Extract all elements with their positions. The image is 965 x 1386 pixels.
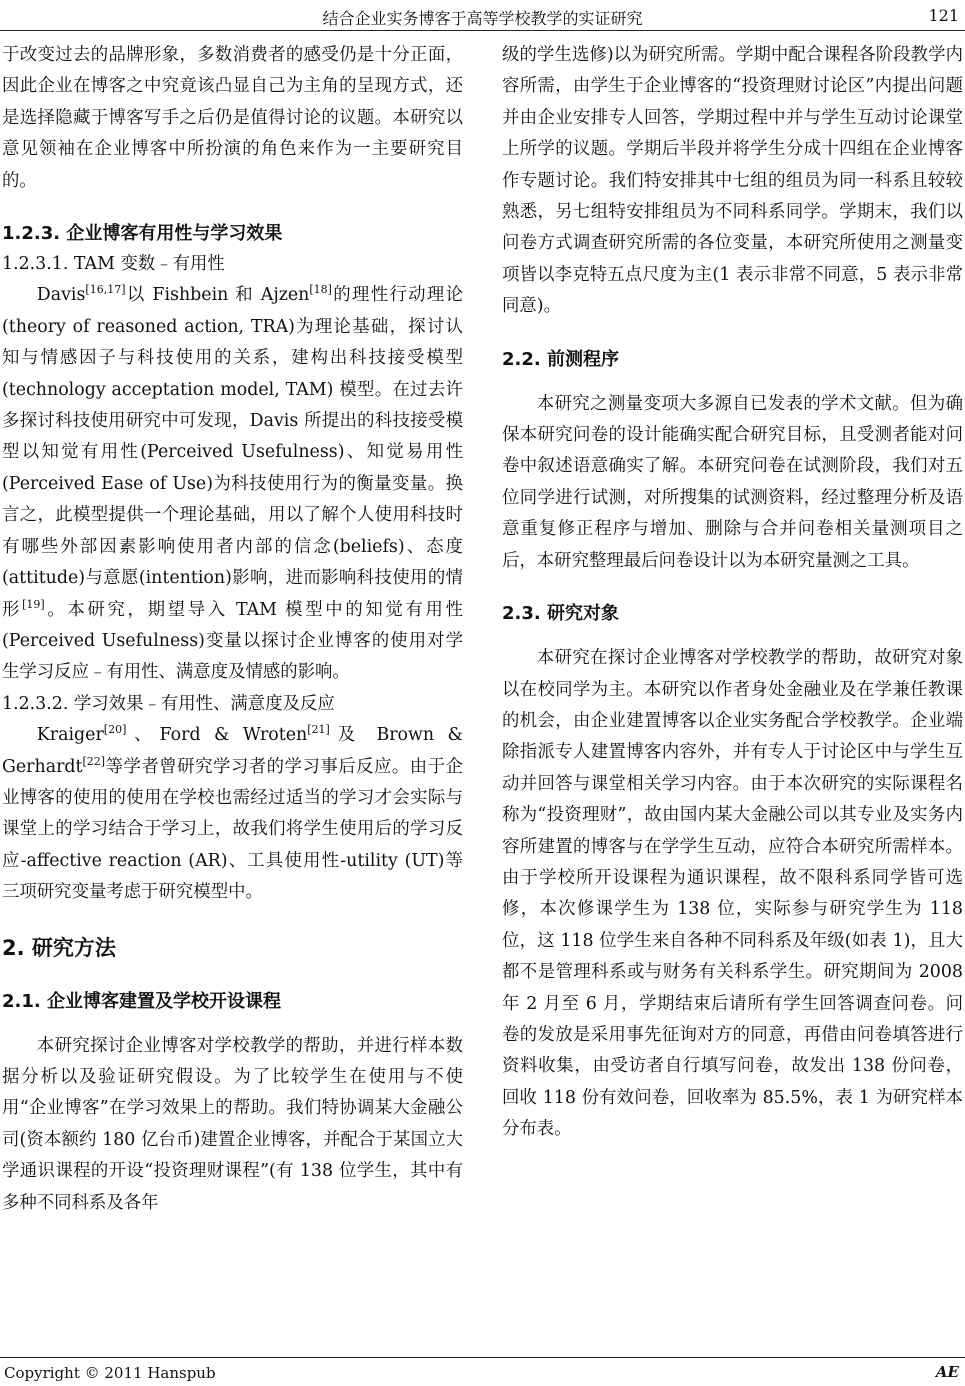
right-paragraph-2-3: 本研究在探讨企业博客对学校教学的帮助，故研究对象以在校同学为主。本研究以作者身处金融业及在学兼任教课的机会，由企业建置博客以企业实务配合学校教学。企业端除指派专人建置博客内容外，并有专人于讨论区中与学生互动并回答与课堂相关学习内容。由于本次研究的实际课程名称为“投资理财”，故由国内某大金融公司以其专业及实务内容所建置的博客与在学学生互动，应符合本研究所需样本。由于学校所开设课程为通识课程，故不限科系同学皆可选修，本次修课学生为 138 位，实际参与研究学生为 118 位，这 118 位学生来自各种不同科系及年级(如表 1)，且大都不是管理科系或与财务有关科系学生。研究期间为 2008 年 2 月至 6 月，学期结束后请所有学生回答调查问卷。问卷的发放是采用事先征询对方的同意，再借由问卷填答进行资料收集，由受访者自行填写问卷，故发出 138 份问卷，回收 118 份有效问卷，回收率为 85.5%，表 1 为研究样本分布表。 [502, 648, 963, 1140]
section-2-1-heading: 2.1. 企业博客建置及学校开设课程 [2, 990, 281, 1012]
citation: [22] [82, 754, 106, 768]
right-paragraph-1: 级的学生选修)以为研究所需。学期中配合课程各阶段教学内容所需，由学生于企业博客的“投资理财讨论区”内提出问题并由企业安排专人回答，学期过程中并与学生互动讨论课堂上所学的议题。学期后半段并将学生分成十四组在企业博客作专题讨论。我们特安排其中七组的组员为同一科系且较较熟悉，另七组特安排组员为不同科系同学。学期末，我们以问卷方式调查研究所需的各位变量，本研究所使用之测量变项皆以李克特五点尺度为主(1 表示非常不同意，5 表示非常同意)。 [502, 45, 963, 317]
citation: [18] [309, 283, 332, 297]
citation: [19] [22, 597, 45, 611]
section-2-3-heading: 2.3. 研究对象 [502, 603, 619, 625]
copyright-notice: Copyright © 2011 Hanspub [4, 1364, 216, 1382]
journal-abbreviation: AE [935, 1363, 959, 1381]
running-title: 结合企业实务博客于高等学校教学的实证研究 [322, 9, 643, 28]
page-header [0, 0, 965, 31]
left-column [2, 40, 463, 1219]
citation: [21] [307, 723, 330, 737]
citation: [16,17] [85, 283, 126, 297]
left-paragraph-learning: Kraiger[20]、Ford & Wroten[21]及 Brown & Gerhardt[22]等学者曾研究学习者的学习事后反应。由于企业博客的使用的使用在学校也需经过适当的学习才会实际与课堂上的学习结合于学习上，故我们将学生使用后的学习反应-affective reaction (AR)、工具使用性-utility (UT)等三项研究变量考虑于研究模型中。 [2, 723, 463, 903]
section-1-2-3-1-heading: 1.2.3.1. TAM 变数﹣有用性 [2, 254, 225, 275]
section-2-2-heading: 2.2. 前测程序 [502, 348, 619, 370]
section-2-heading: 2. 研究方法 [2, 935, 116, 960]
left-paragraph-2-1: 本研究探讨企业博客对学校教学的帮助，并进行样本数据分析以及验证研究假设。为了比较学生在使用与不使用“企业博客”在学习效果上的帮助。我们特协调某大金融公司(资本额约 180 亿台币)建置企业博客，并配合于某国立大学通识课程的开设“投资理财课程”(有 138 位学生，其中有多种不同科系及各年 [2, 1035, 463, 1213]
page-number: 121 [928, 6, 959, 25]
section-1-2-3-heading: 1.2.3. 企业博客有用性与学习效果 [2, 223, 283, 245]
left-paragraph-1: 于改变过去的品牌形象，多数消费者的感受仍是十分正面，因此企业在博客之中究竟该凸显自己为主角的呈现方式，还是选择隐藏于博客写手之后仍是值得讨论的议题。本研究以意见领袖在企业博客中所扮演的角色来作为一主要研究目的。 [2, 45, 463, 191]
right-column [502, 40, 963, 1146]
left-paragraph-tam: Davis[16,17]以 Fishbein 和 Ajzen[18]的理性行动理论(theory of reasoned action, TRA)为理论基础，探讨认知与情感因子与科技使用的关系，建构出科技接受模型(technology acceptation model, TAM) 模型。在过去许多探讨科技使用研究中可发现，Davis 所提出的科技接受模型以知觉有用性(Perceived Usefulness)、知觉易用性(Perceived Ease of Use)为科技使用行为的衡量变量。换言之，此模型提供一个理论基础，用以了解个人使用科技时有哪些外部因素影响使用者内部的信念(beliefs)、态度(attitude)与意愿(intention)影响，进而影响科技使用的情形[19]。本研究，期望导入 TAM 模型中的知觉有用性(Perceived Usefulness)变量以探讨企业博客的使用对学生学习反应﹣有用性、满意度及情感的影响。 [2, 283, 463, 683]
section-1-2-3-2-heading: 1.2.3.2. 学习效果﹣有用性、满意度及反应 [2, 693, 335, 714]
right-paragraph-2-2: 本研究之测量变项大多源自已发表的学术文献。但为确保本研究问卷的设计能确实配合研究目标，且受测者能对问卷中叙述语意确实了解。本研究问卷在试测阶段，我们对五位同学进行试测，对所搜集的试测资料，经过整理分析及语意重复修正程序与增加、删除与合并问卷相关量测项目之后，本研究整理最后问卷设计以为本研究量测之工具。 [502, 393, 963, 571]
page-footer [0, 1357, 965, 1386]
citation: [20] [103, 723, 127, 737]
